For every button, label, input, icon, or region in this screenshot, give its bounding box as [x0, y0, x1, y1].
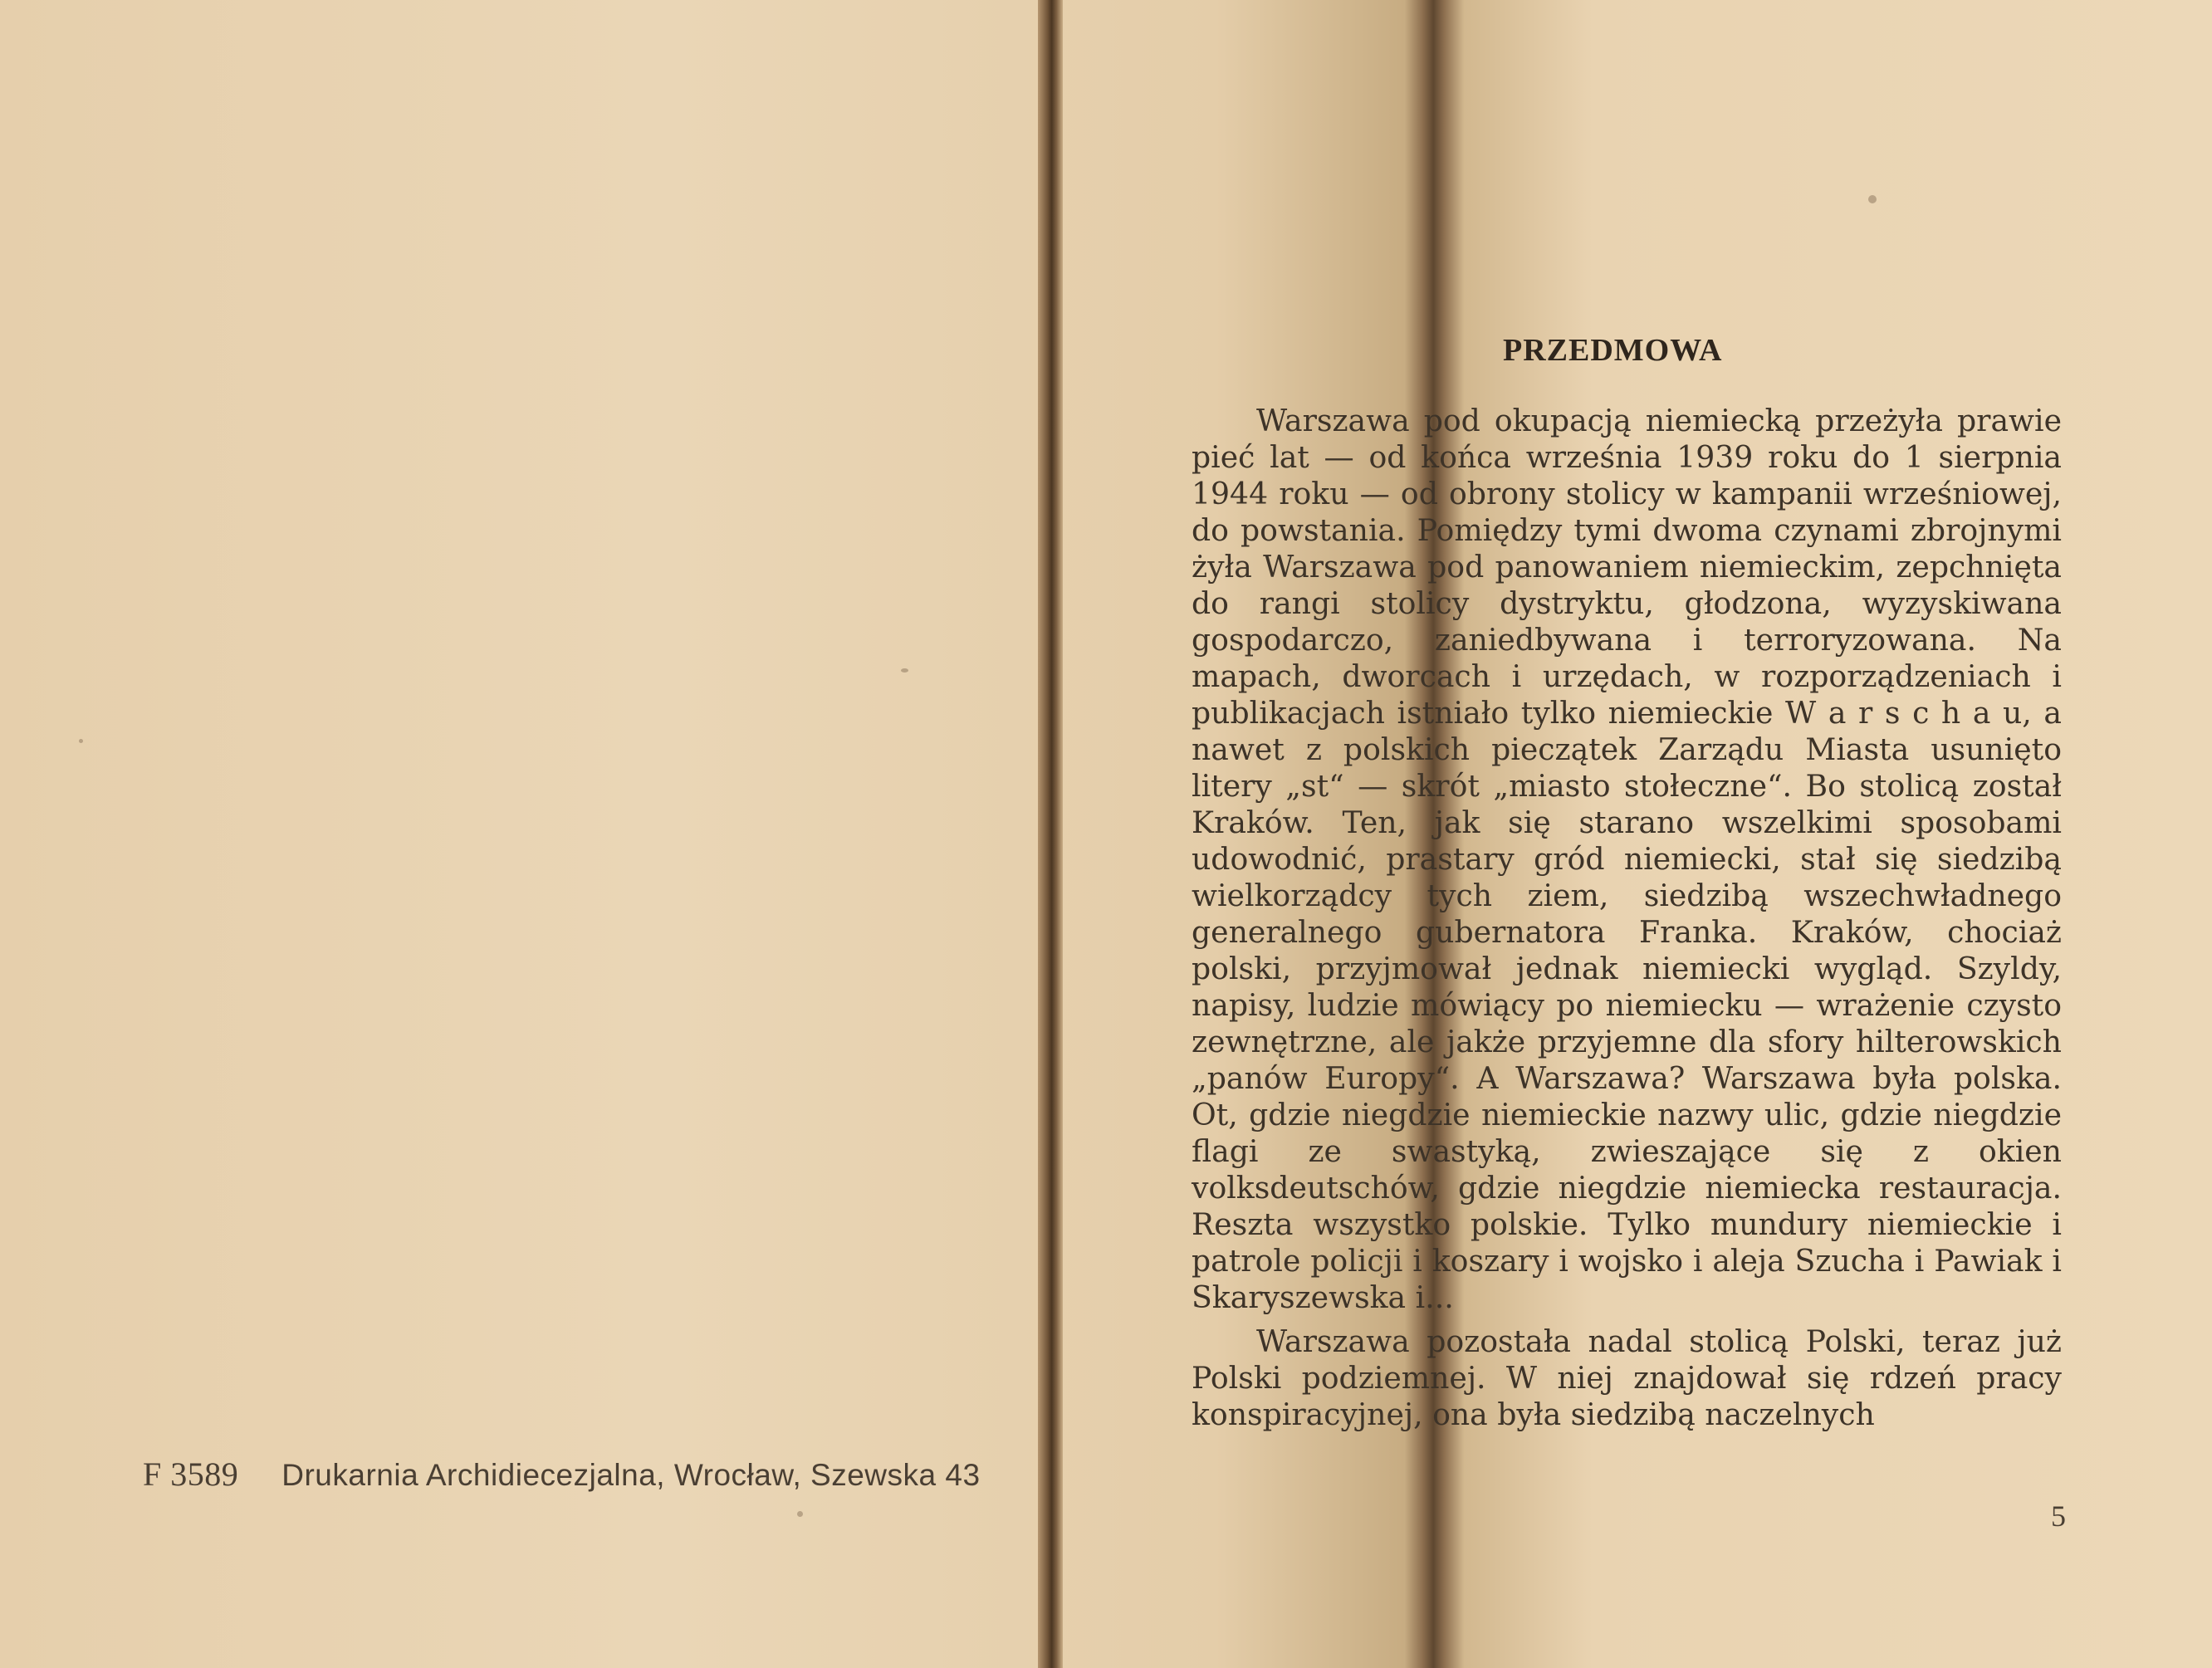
chapter-heading: PRZEDMOWA [1503, 333, 1723, 368]
paper-speck [797, 1511, 803, 1517]
left-page [0, 0, 1038, 1668]
paragraph: Warszawa pozostała nadal stolicą Polski, teraz już Polski podziemnej. W niej znajdował się rdzeń pracy konspiracyjnej, ona była siedzibą naczelnych [1192, 1323, 2062, 1432]
imprint-code: F 3589 [143, 1455, 239, 1493]
paper-speck [901, 668, 908, 673]
paper-speck [1868, 195, 1877, 203]
paper-speck [79, 739, 83, 743]
printer-imprint [143, 1455, 981, 1494]
paragraph: Warszawa pod okupacją niemiecką przeżyła prawie pieć lat — od końca września 1939 roku do 1 sierpnia 1944 roku — od obrony stolicy w kampanii wrześniowej, do powstania. Pomiędzy tymi dwoma czynami zbrojnymi żyła Warszawa pod panowaniem niemieckim, zepchnięta do rangi stolicy dystryktu, głodzona, wyzyskiwana gospodarczo, zaniedbywana i terroryzowana. Na mapach, dworcach i urzędach, w rozporządzeniach i publikacjach istniało tylko niemieckie W a r s c h a u, a nawet z polskich pieczątek Zarządu Miasta usunięto litery „st“ — skrót „miasto stołeczne“. Bo stolicą został Kraków. Ten, jak się starano wszelkimi sposobami udowodnić, prastary gród niemiecki, stał się siedzibą wielkorządcy tych ziem, siedzibą wszechwładnego generalnego gubernatora Franka. Kraków, chociaż polski, przyjmował jednak niemiecki wygląd. Szyldy, napisy, ludzie mówiący po niemiecku — wrażenie czysto zewnętrzne, ale jakże przyjemne dla sfory hilterowskich „panów Europy“. A Warszawa? Warszawa była polska. Ot, gdzie niegdzie niemieckie nazwy ulic, gdzie niegdzie flagi ze swastyką, zwieszające się z okien volksdeutschów, gdzie niegdzie niemiecka restauracja. Reszta wszystko polskie. Tylko mundury niemieckie i patrole policji i koszary i wojsko i aleja Szucha i Pawiak i Skaryszewska i... [1192, 403, 2062, 1315]
book-gutter [1038, 0, 1063, 1668]
page-number: 5 [2051, 1499, 2066, 1533]
imprint-text: Drukarnia Archidiecezjalna, Wrocław, Szewska 43 [281, 1458, 981, 1492]
preface-body [1192, 403, 2062, 1433]
